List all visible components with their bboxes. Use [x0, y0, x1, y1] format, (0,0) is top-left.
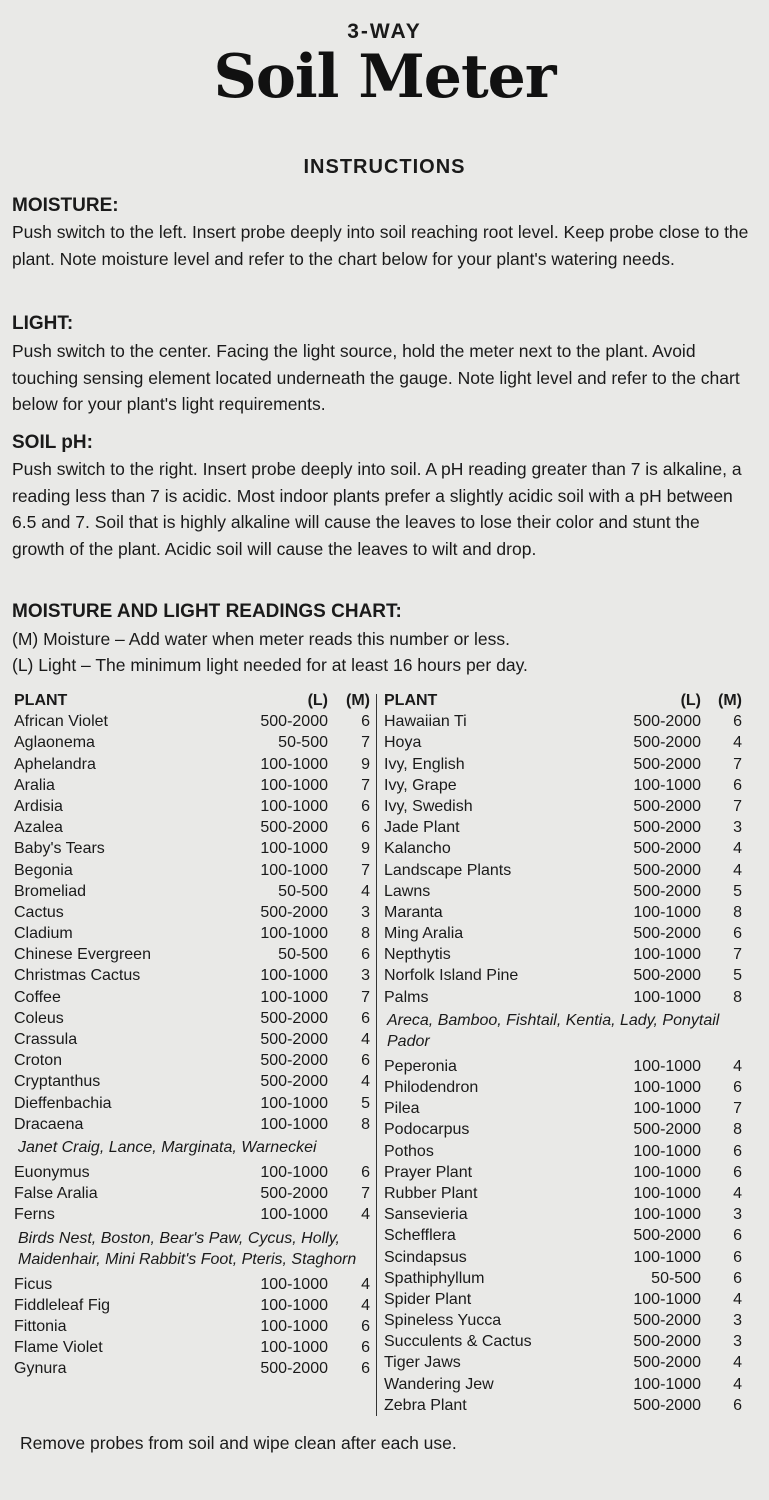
light-value: 100-1000 — [633, 946, 701, 964]
plant-name: Scindapsus — [384, 1248, 467, 1266]
moisture-value: 6 — [361, 946, 370, 964]
plant-name: Prayer Plant — [384, 1163, 473, 1181]
light-value: 500-2000 — [633, 755, 701, 773]
light-value: 500-2000 — [633, 967, 701, 985]
light-value: 50-500 — [278, 946, 328, 964]
plant-name: Philodendron — [384, 1079, 479, 1096]
table-row — [384, 1077, 746, 1098]
table-row — [384, 1119, 746, 1140]
table-row — [14, 838, 370, 859]
table-row — [14, 1337, 370, 1358]
light-value: 500-2000 — [260, 713, 328, 731]
right-table-header — [384, 690, 746, 711]
light-column-header: (L) — [680, 692, 701, 709]
moisture-value: 5 — [733, 882, 742, 900]
table-row — [14, 1358, 370, 1379]
light-value: 500-2000 — [633, 797, 701, 815]
plant-name: Tiger Jaws — [384, 1354, 461, 1372]
moisture-value: 6 — [733, 925, 742, 943]
light-value: 500-2000 — [633, 819, 701, 837]
moisture-value: 7 — [733, 797, 742, 815]
table-row — [14, 796, 370, 817]
plant-name: Peperonia — [384, 1057, 457, 1075]
moisture-value: 6 — [361, 1317, 370, 1335]
moisture-value: 4 — [733, 1375, 742, 1393]
plant-name: Ferns — [14, 1206, 55, 1224]
light-value: 100-1000 — [260, 1163, 328, 1181]
moisture-value: 7 — [733, 946, 742, 964]
table-row — [14, 1183, 370, 1204]
light-value: 500-2000 — [260, 819, 328, 837]
plant-name: Ivy, English — [384, 755, 465, 773]
moisture-value: 6 — [733, 1227, 742, 1245]
light-value: 100-1000 — [633, 776, 701, 794]
moisture-value: 4 — [733, 1184, 742, 1202]
moisture-value: 4 — [733, 1354, 742, 1372]
table-row — [384, 1204, 746, 1225]
moisture-value: 6 — [361, 1360, 370, 1378]
moisture-value: 6 — [733, 1163, 742, 1181]
table-row — [384, 1268, 746, 1289]
table-row — [384, 754, 746, 775]
table-row — [384, 775, 746, 796]
moisture-value: 7 — [361, 776, 370, 794]
moisture-value: 4 — [361, 1073, 370, 1091]
light-value: 100-1000 — [633, 988, 701, 1006]
light-value: 100-1000 — [260, 840, 328, 858]
moisture-value: 6 — [733, 1079, 742, 1096]
chart-heading: MOISTURE AND LIGHT READINGS CHART: — [12, 601, 402, 622]
light-value: 100-1000 — [633, 1057, 701, 1075]
moisture-heading: MOISTURE: — [12, 195, 119, 216]
moisture-value: 7 — [361, 1185, 370, 1203]
table-row — [384, 860, 746, 881]
table-row — [384, 1247, 746, 1268]
table-row — [384, 732, 746, 753]
moisture-value: 8 — [361, 925, 370, 943]
moisture-value: 4 — [361, 1206, 370, 1224]
table-row — [384, 817, 746, 838]
moisture-value: 5 — [733, 967, 742, 985]
moisture-value: 4 — [733, 1290, 742, 1308]
light-value: 500-2000 — [260, 903, 328, 921]
plant-name: Spineless Yucca — [384, 1312, 502, 1330]
plant-name: Gynura — [14, 1360, 67, 1378]
light-value: 500-2000 — [633, 713, 701, 731]
light-value: 100-1000 — [260, 1206, 328, 1224]
plant-name: Schefflera — [384, 1227, 456, 1245]
table-row — [14, 817, 370, 838]
plant-name: Euonymus — [14, 1163, 90, 1181]
moisture-value: 4 — [733, 861, 742, 879]
light-value: 500-2000 — [633, 1121, 701, 1139]
light-value: 100-1000 — [260, 1094, 328, 1112]
table-row — [384, 987, 746, 1008]
table-row — [384, 838, 746, 859]
plant-name: Zebra Plant — [384, 1396, 467, 1414]
light-value: 100-1000 — [633, 1290, 701, 1308]
soil-ph-text: Push switch to the right. Insert probe deeply into soil. A pH reading greater than 7 is alkaline, a reading less than 7 is acidic. Most indoor plants prefer a slightly acidic soil with a pH between 6.5 and 7. Soil that is highly alkaline will cause the leaves to lose their color and stunt the growth of the plant. Acidic soil will cause the leaves to wilt and drop. — [12, 459, 742, 559]
moisture-value: 6 — [361, 797, 370, 815]
table-row — [384, 1395, 746, 1416]
plant-variety-note: Birds Nest, Boston, Bear's Paw, Cycus, Holly, Maidenhair, Mini Rabbit's Foot, Pteris, Staghorn — [18, 1229, 357, 1268]
light-value: 100-1000 — [633, 1100, 701, 1118]
moisture-value: 4 — [361, 1296, 370, 1314]
plant-name: Jade Plant — [384, 819, 460, 837]
moisture-value: 4 — [733, 840, 742, 858]
light-value: 100-1000 — [633, 1079, 701, 1096]
plant-name: Pothos — [384, 1142, 434, 1160]
light-value: 500-2000 — [260, 1031, 328, 1048]
table-row — [14, 732, 370, 753]
moisture-value: 7 — [733, 755, 742, 773]
plant-name: Wandering Jew — [384, 1375, 494, 1393]
plant-column-header: PLANT — [14, 692, 68, 709]
moisture-value: 5 — [361, 1094, 370, 1112]
table-row — [14, 1204, 370, 1225]
moisture-value: 3 — [733, 1312, 742, 1330]
table-row — [14, 1071, 370, 1092]
light-value: 500-2000 — [633, 882, 701, 900]
table-row — [14, 1274, 370, 1295]
light-value: 500-2000 — [633, 1312, 701, 1330]
plant-name: Dracaena — [14, 1115, 84, 1133]
table-row — [14, 1162, 370, 1183]
light-value: 100-1000 — [260, 1339, 328, 1357]
table-row — [384, 1098, 746, 1119]
plant-name: Cryptanthus — [14, 1073, 101, 1091]
light-value: 100-1000 — [633, 1163, 701, 1181]
table-row — [14, 1295, 370, 1316]
moisture-value: 9 — [361, 755, 370, 773]
light-value: 500-2000 — [633, 734, 701, 752]
table-row — [14, 987, 370, 1008]
plant-name: Nepthytis — [384, 946, 451, 964]
plant-name: Podocarpus — [384, 1121, 470, 1139]
moisture-value: 3 — [733, 1333, 742, 1351]
moisture-value: 6 — [733, 1269, 742, 1287]
plant-name: Bromeliad — [14, 882, 87, 900]
table-row — [384, 965, 746, 986]
moisture-value: 7 — [733, 1100, 742, 1118]
table-row — [14, 1008, 370, 1029]
moisture-value: 3 — [361, 967, 370, 985]
table-row — [384, 902, 746, 923]
light-value: 100-1000 — [260, 988, 328, 1006]
table-row — [384, 1162, 746, 1183]
light-value: 500-2000 — [633, 1227, 701, 1245]
table-row — [14, 923, 370, 944]
light-value: 500-2000 — [260, 1360, 328, 1378]
light-value: 500-2000 — [633, 840, 701, 858]
table-row — [384, 944, 746, 965]
plant-name: Coleus — [14, 1009, 64, 1027]
moisture-value: 6 — [361, 1052, 370, 1070]
moisture-value: 8 — [733, 903, 742, 921]
light-value: 500-2000 — [260, 1185, 328, 1203]
table-row — [14, 965, 370, 986]
table-row — [384, 1225, 746, 1246]
moisture-value: 3 — [733, 819, 742, 837]
light-value: 500-2000 — [260, 1073, 328, 1091]
light-value: 500-2000 — [633, 1354, 701, 1372]
light-value: 500-2000 — [260, 1009, 328, 1027]
table-row — [14, 711, 370, 732]
table-row — [384, 881, 746, 902]
table-row — [384, 711, 746, 732]
light-value: 500-2000 — [633, 1396, 701, 1414]
table-row — [384, 1352, 746, 1373]
plant-variety-note: Janet Craig, Lance, Marginata, Warneckei — [18, 1138, 317, 1156]
light-value: 500-2000 — [633, 925, 701, 943]
light-value: 100-1000 — [260, 861, 328, 879]
plant-column-header: PLANT — [384, 692, 438, 709]
table-row — [384, 1289, 746, 1310]
moisture-value: 4 — [361, 1275, 370, 1293]
plant-name: Baby's Tears — [14, 840, 105, 858]
moisture-value: 6 — [361, 1009, 370, 1027]
plant-name: Sansevieria — [384, 1206, 468, 1224]
page-title: Soil Meter — [213, 42, 556, 112]
moisture-value: 3 — [361, 903, 370, 921]
plant-name: Flame Violet — [14, 1339, 103, 1357]
plant-name: Begonia — [14, 861, 73, 879]
table-row — [14, 1114, 370, 1135]
moisture-value: 6 — [733, 1248, 742, 1266]
light-value: 100-1000 — [260, 925, 328, 943]
moisture-value: 7 — [361, 988, 370, 1006]
footer-note: Remove probes from soil and wipe clean after each use. — [20, 1433, 457, 1453]
light-value: 100-1000 — [633, 1375, 701, 1393]
plant-name: Hoya — [384, 734, 422, 752]
plant-name: False Aralia — [14, 1185, 98, 1203]
moisture-value: 4 — [733, 1057, 742, 1075]
column-divider — [376, 694, 377, 1416]
table-row — [14, 1029, 370, 1050]
table-row — [384, 923, 746, 944]
moisture-value: 6 — [361, 713, 370, 731]
plant-name: Fittonia — [14, 1317, 67, 1335]
moisture-value: 4 — [361, 1031, 370, 1048]
light-value: 500-2000 — [633, 1333, 701, 1351]
plant-name: Hawaiian Ti — [384, 713, 467, 731]
plant-name: Aglaonema — [14, 734, 95, 752]
left-plant-table — [14, 690, 370, 1379]
light-value: 500-2000 — [260, 1052, 328, 1070]
table-row — [14, 944, 370, 965]
plant-name: Azalea — [14, 819, 63, 837]
moisture-value: 6 — [733, 1142, 742, 1160]
moisture-text: Push switch to the left. Insert probe deeply into soil reaching root level. Keep probe close to the plant. Note moisture level and refer to the chart below for your plant's watering needs. — [12, 222, 749, 269]
plant-variety-note: Areca, Bamboo, Fishtail, Kentia, Lady, Ponytail Pador — [387, 1011, 720, 1050]
light-value: 100-1000 — [633, 1248, 701, 1266]
plant-name: Aphelandra — [14, 755, 96, 773]
plant-name: Maranta — [384, 903, 443, 921]
table-row — [14, 1050, 370, 1071]
light-text: Push switch to the center. Facing the light source, hold the meter next to the plant. Avoid touching sensing element located underneath the gauge. Note light level and refer to the chart below for your plant's light requirements. — [12, 341, 740, 414]
plant-name: Croton — [14, 1052, 63, 1070]
plant-name: Succulents & Cactus — [384, 1333, 532, 1351]
plant-name: Lawns — [384, 882, 431, 900]
right-plant-table — [384, 690, 746, 1416]
light-value: 100-1000 — [260, 755, 328, 773]
table-row — [14, 754, 370, 775]
table-row — [14, 902, 370, 923]
plant-name: Cactus — [14, 903, 64, 921]
table-row — [14, 1316, 370, 1337]
light-value: 100-1000 — [260, 1275, 328, 1293]
plant-name: Crassula — [14, 1031, 78, 1048]
title-kicker: 3-WAY — [347, 20, 422, 43]
plant-name: Cladium — [14, 925, 73, 943]
light-value: 100-1000 — [260, 1296, 328, 1314]
light-value: 50-500 — [651, 1269, 701, 1287]
plant-name: Ficus — [14, 1275, 53, 1293]
moisture-value: 8 — [733, 988, 742, 1006]
moisture-value: 6 — [361, 1339, 370, 1357]
plant-name: Spider Plant — [384, 1290, 472, 1308]
table-row — [384, 1183, 746, 1204]
table-row — [14, 860, 370, 881]
table-row — [14, 881, 370, 902]
light-value: 500-2000 — [633, 861, 701, 879]
moisture-value: 6 — [733, 1396, 742, 1414]
plant-name: Norfolk Island Pine — [384, 967, 519, 985]
plant-name: Ardisia — [14, 797, 63, 815]
moisture-note: (M) Moisture – Add water when meter reads this number or less. — [12, 629, 510, 649]
plant-name: Chinese Evergreen — [14, 946, 151, 964]
light-value: 100-1000 — [633, 1206, 701, 1224]
moisture-column-header: (M) — [718, 692, 742, 709]
moisture-value: 6 — [733, 776, 742, 794]
plant-name: Aralia — [14, 776, 55, 794]
moisture-value: 3 — [733, 1206, 742, 1224]
light-value: 100-1000 — [633, 1184, 701, 1202]
plant-name: Landscape Plants — [384, 861, 512, 879]
table-row — [384, 796, 746, 817]
light-value: 100-1000 — [260, 1317, 328, 1335]
plant-name: Kalancho — [384, 840, 451, 858]
plant-name: Palms — [384, 988, 429, 1006]
table-row — [384, 1141, 746, 1162]
table-row — [384, 1331, 746, 1352]
light-value: 100-1000 — [260, 776, 328, 794]
table-row — [384, 1310, 746, 1331]
plant-name: Ming Aralia — [384, 925, 464, 943]
plant-name: Pilea — [384, 1100, 420, 1118]
plant-name: Coffee — [14, 988, 61, 1006]
plant-name: African Violet — [14, 713, 108, 731]
moisture-value: 6 — [361, 1163, 370, 1181]
light-value: 100-1000 — [633, 1142, 701, 1160]
moisture-value: 9 — [361, 840, 370, 858]
light-value: 100-1000 — [633, 903, 701, 921]
light-value: 100-1000 — [260, 967, 328, 985]
moisture-value: 8 — [733, 1121, 742, 1139]
light-value: 50-500 — [278, 734, 328, 752]
light-heading: LIGHT: — [12, 313, 74, 334]
plant-name: Spathiphyllum — [384, 1269, 485, 1287]
table-row — [14, 775, 370, 796]
moisture-value: 6 — [361, 819, 370, 837]
moisture-value: 8 — [361, 1115, 370, 1133]
plant-name: Ivy, Swedish — [384, 797, 473, 815]
light-value: 100-1000 — [260, 1115, 328, 1133]
moisture-value: 7 — [361, 734, 370, 752]
moisture-value: 4 — [361, 882, 370, 900]
plant-name: Ivy, Grape — [384, 776, 457, 794]
instructions-heading: INSTRUCTIONS — [303, 156, 466, 178]
table-row — [384, 1056, 746, 1077]
plant-name: Fiddleleaf Fig — [14, 1296, 111, 1314]
moisture-value: 6 — [733, 713, 742, 731]
left-table-header — [14, 690, 370, 711]
moisture-value: 7 — [361, 861, 370, 879]
plant-name: Dieffenbachia — [14, 1094, 112, 1112]
light-note: (L) Light – The minimum light needed for at least 16 hours per day. — [12, 655, 528, 675]
plant-name: Rubber Plant — [384, 1184, 478, 1202]
light-column-header: (L) — [307, 692, 328, 709]
table-row — [384, 1374, 746, 1395]
soil-ph-heading: SOIL pH: — [12, 432, 93, 453]
moisture-column-header: (M) — [346, 692, 370, 709]
moisture-value: 4 — [733, 734, 742, 752]
table-row — [14, 1093, 370, 1114]
light-value: 100-1000 — [260, 797, 328, 815]
plant-name: Christmas Cactus — [14, 967, 141, 985]
light-value: 50-500 — [278, 882, 328, 900]
